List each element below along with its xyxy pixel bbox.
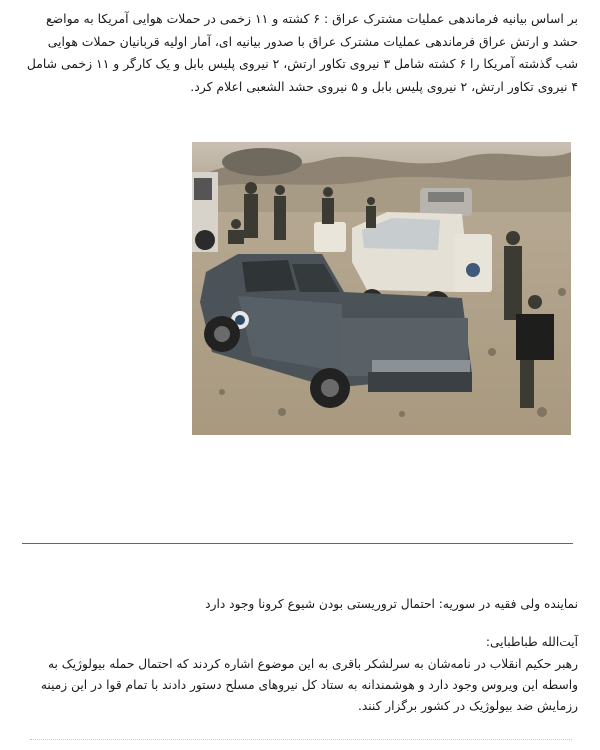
- section-divider: [22, 543, 573, 544]
- item-body: رهبر حکیم انقلاب در نامه‌شان به سرلشکر باقری به این موضوع اشاره کردند که احتمال حمله بیولوژیک به واسطه این ویروس وجود دارد و هوشمندانه به ستاد کل نیروهای مسلح دستور دادند با تمام قوا در این زمینه رزمایش ضد بیولوژیک در کشور برگزار کنند.: [40, 657, 578, 713]
- damaged-vehicles-illustration: [192, 142, 571, 435]
- speaker-name: آیت‌الله طباطبایی:: [485, 635, 578, 649]
- lead-paragraph: بر اساس بیانیه فرماندهی عملیات مشترک عراق : ۶ کشته و ۱۱ زخمی در حملات هوایی آمریکا به مواضع حشد و ارتش عراق فرماندهی عملیات مشترک عراق با صدور بیانیه ای، آمار اولیه قربانیان حملات هوایی شب گذشته آمریکا را ۶ کشته شامل ۳ نیروی تکاور ارتش، ۲ نیروی پلیس بابل و یک کارگر و ۱۱ زخمی شامل ۴ نیروی تکاور ارتش، ۲ نیروی پلیس بابل و ۵ نیروی حشد الشعبی اعلام کرد.: [26, 11, 578, 94]
- item-headline: نماینده ولی فقیه در سوریه: احتمال تروریستی بودن شیوع کرونا وجود دارد: [205, 597, 578, 611]
- news-photo: [192, 142, 571, 435]
- footer-dotted-line: [30, 739, 572, 740]
